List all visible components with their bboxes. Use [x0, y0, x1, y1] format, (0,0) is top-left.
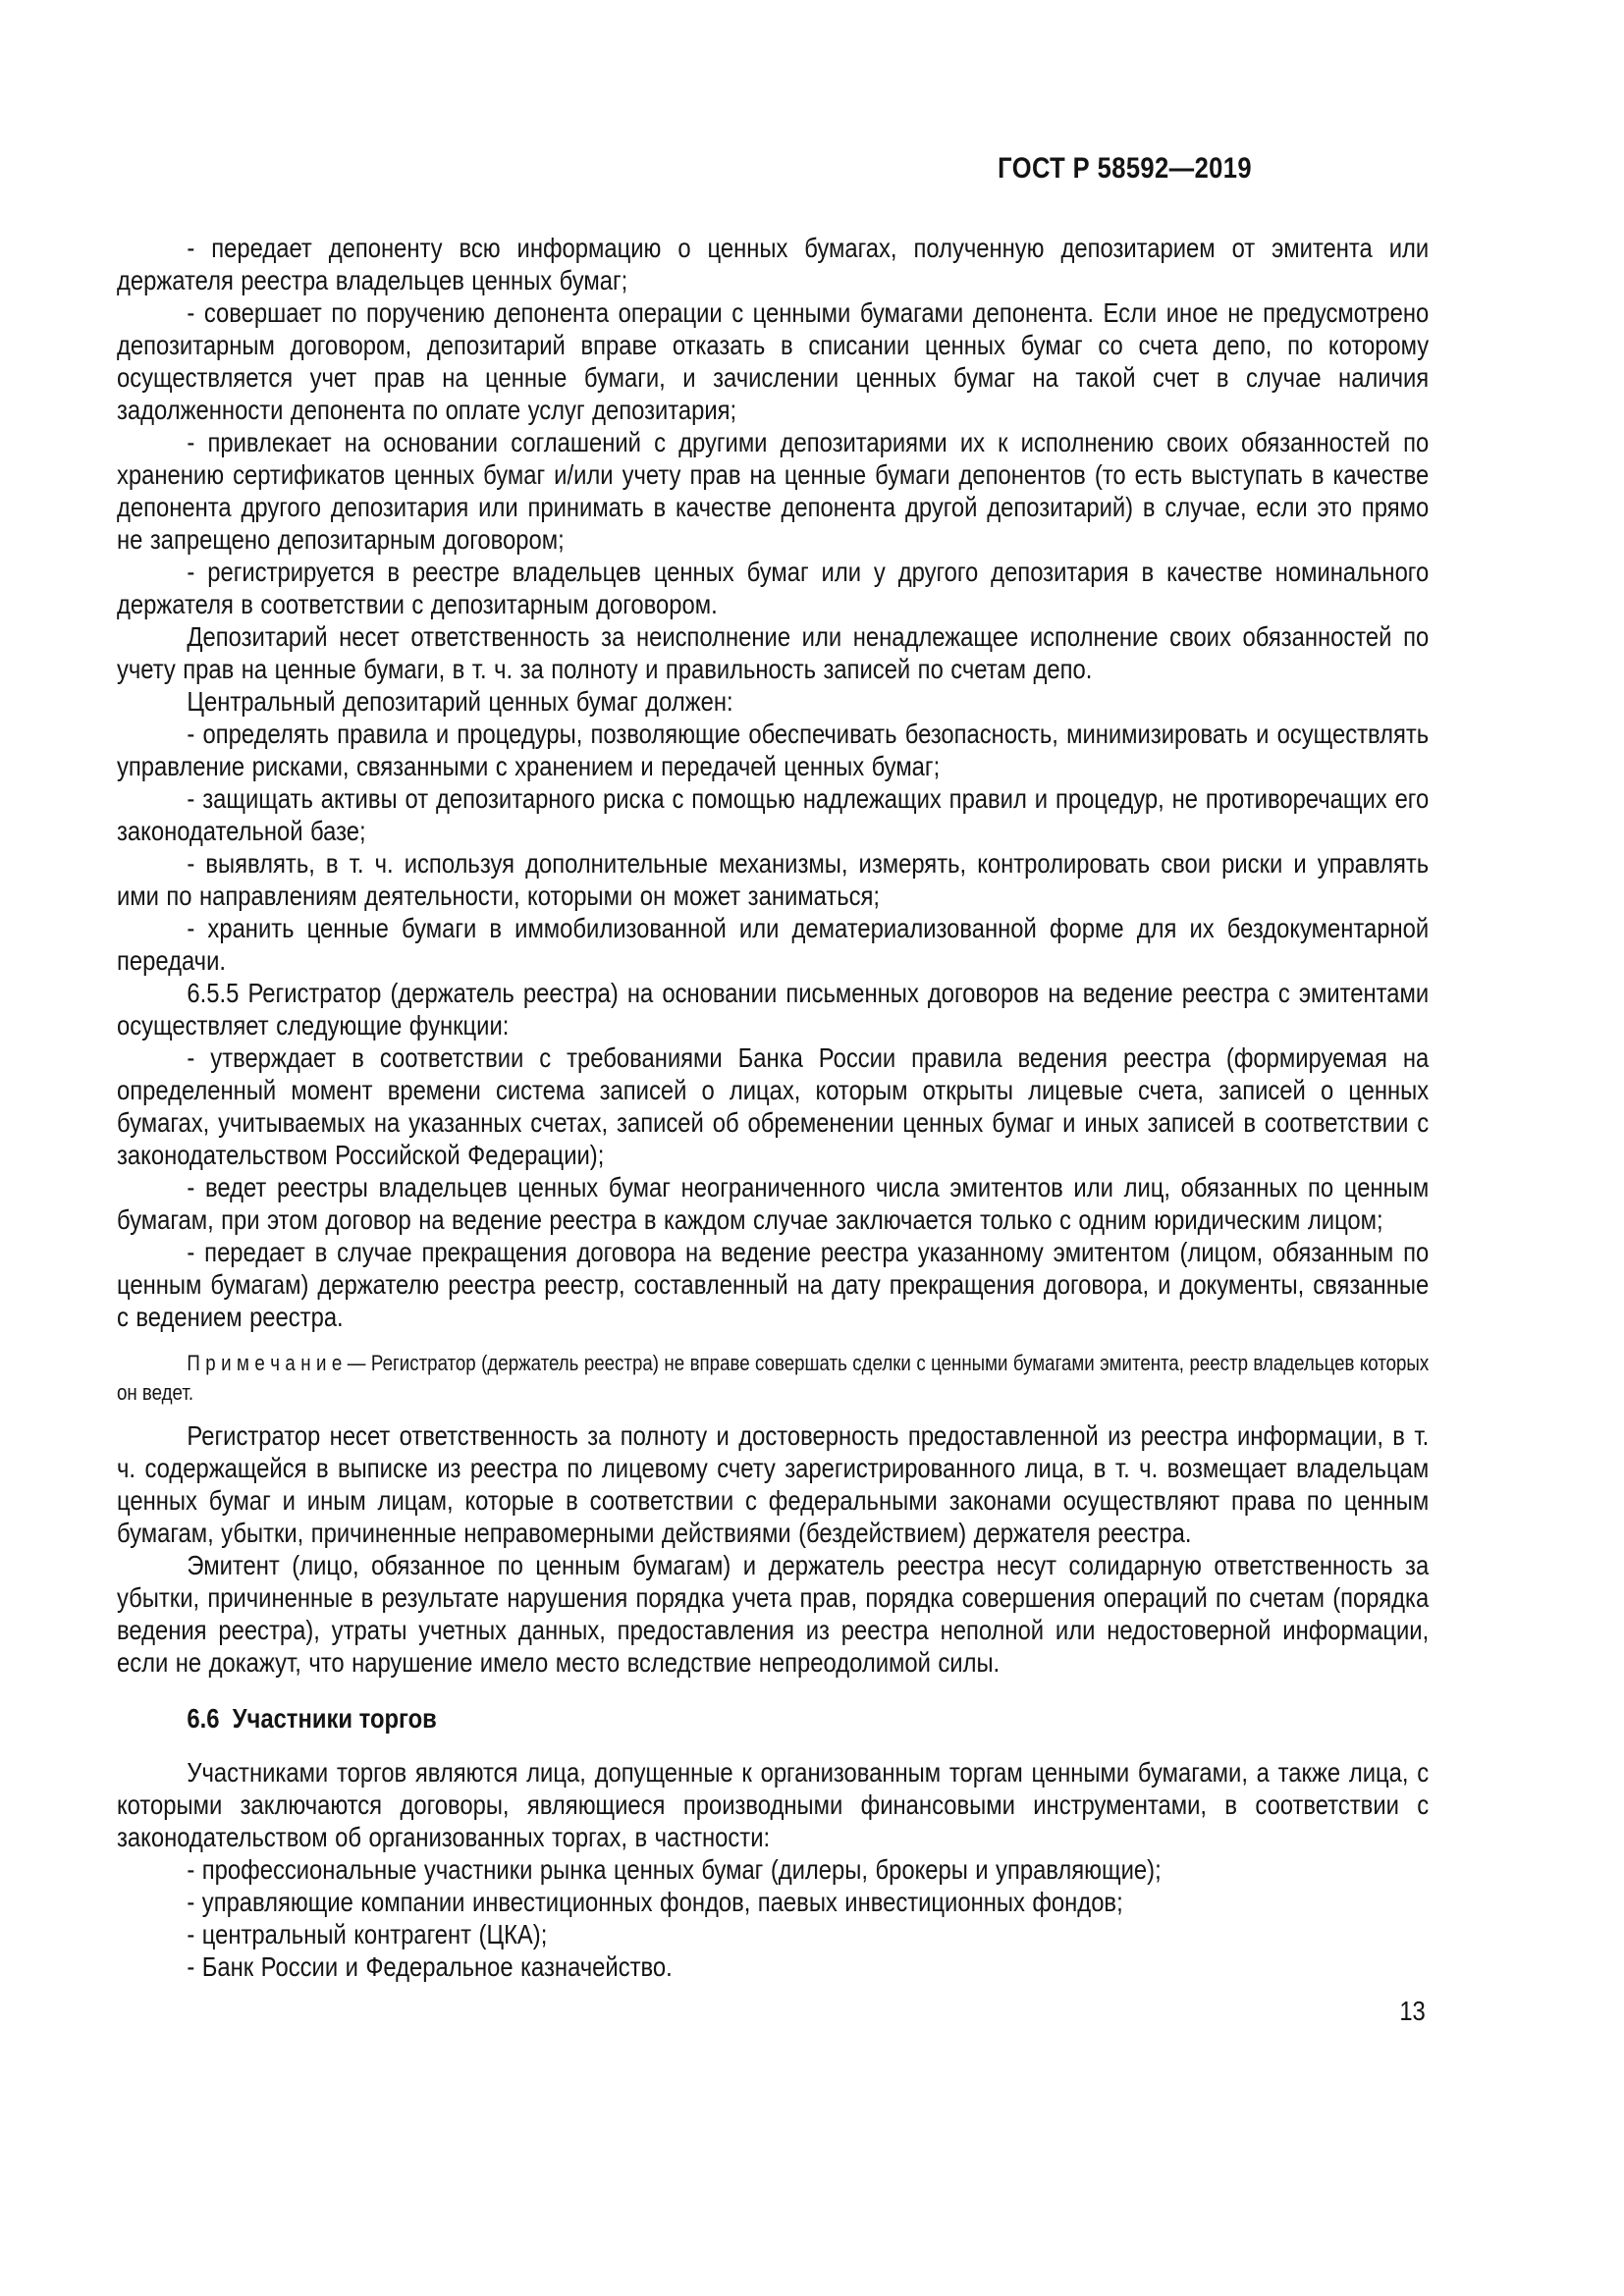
section-heading-6-6: 6.6 Участники торгов	[187, 1703, 437, 1734]
page-footer	[117, 1995, 1429, 2027]
body-paragraph: - привлекает на основании соглашений с другими депозитариями их к исполнению своих обязанностей по хранению сертификатов ценных бумаг и/или учету прав на ценные бумаги депонентов (то есть выступать в качестве депонента другого депозитария или принимать в качестве депонента другой депозитарий) в случае, если это прямо не запрещено депозитарным договором;	[117, 427, 1430, 555]
body-paragraph: - передает в случае прекращения договора на ведение реестра указанному эмитентом (лицом, обязанным по ценным бумагам) держателю реестра реестр, составленный на дату прекращения договора, и документы, связанные с ведением реестра.	[117, 1237, 1430, 1332]
clause-6-5-5-paragraph: 6.5.5 Регистратор (держатель реестра) на основании письменных договоров на ведение реестра с эмитентами осуществляет следующие функции:	[117, 978, 1430, 1041]
body-paragraph: Депозитарий несет ответственность за неисполнение или ненадлежащее исполнение своих обязанностей по учету прав на ценные бумаги, в т. ч. за полноту и правильность записей по счетам депо.	[117, 621, 1430, 684]
body-paragraph: - профессиональные участники рынка ценных бумаг (дилеры, брокеры и управляющие);	[187, 1854, 1162, 1885]
body-paragraph: Центральный депозитарий ценных бумаг должен:	[187, 686, 733, 717]
body-paragraph: Эмитент (лицо, обязанное по ценным бумагам) и держатель реестра несут солидарную ответственность за убытки, причиненные в результате нарушения порядка учета прав, порядка совершения операций по счетам (порядка ведения реестра), утраты учетных данных, предоставления из реестра неполной или недостоверной информации, если не докажут, что нарушение имело место вследствие непреодолимой силы.	[117, 1550, 1430, 1678]
body-paragraph: - совершает по поручению депонента операции с ценными бумагами депонента. Если иное не предусмотрено депозитарным договором, депозитарий вправе отказать в списании ценных бумаг со счета депо, по которому осуществляется учет прав на ценные бумаги, и зачислении ценных бумаг на такой счет в случае наличия задолженности депонента по оплате услуг депозитария;	[117, 297, 1430, 425]
standard-code-header: ГОСТ Р 58592—2019	[998, 152, 1252, 185]
body-paragraph: - регистрируется в реестре владельцев ценных бумаг или у другого депозитария в качестве номинального держателя в соответствии с депозитарным договором.	[117, 557, 1430, 619]
body-paragraph: - центральный контрагент (ЦКА);	[187, 1919, 548, 1949]
page-number: 13	[1399, 1996, 1426, 2026]
document-body	[117, 232, 1429, 1983]
body-paragraph: - утверждает в соответствии с требованиями Банка России правила ведения реестра (формируемая на определенный момент времени система записей о лицах, которым открыты лицевые счета, записей о ценных бумагах, учитываемых на указанных счетах, записей об обременении ценных бумаг и иных записей в соответствии с законодательством Российской Федерации);	[117, 1042, 1430, 1170]
body-paragraph: - передает депоненту всю информацию о ценных бумагах, полученную депозитарием от эмитента или держателя реестра владельцев ценных бумаг;	[117, 233, 1430, 295]
body-paragraph: - защищать активы от депозитарного риска с помощью надлежащих правил и процедур, не противоречащих его законодательной базе;	[117, 783, 1430, 846]
body-paragraph: - ведет реестры владельцев ценных бумаг неограниченного числа эмитентов или лиц, обязанных по ценным бумагам, при этом договор на ведение реестра в каждом случае заключается только с одним юридическим лицом;	[117, 1172, 1430, 1235]
body-paragraph: - Банк России и Федеральное казначейство.	[187, 1951, 673, 1982]
body-paragraph: - определять правила и процедуры, позволяющие обеспечивать безопасность, минимизировать и осуществлять управление рисками, связанными с хранением и передачей ценных бумаг;	[117, 719, 1430, 781]
page-content	[117, 0, 1429, 2027]
body-paragraph: - хранить ценные бумаги в иммобилизованной или дематериализованной форме для их бездокументарной передачи.	[117, 913, 1430, 976]
body-paragraph: Регистратор несет ответственность за полноту и достоверность предоставленной из реестра информации, в т. ч. содержащейся в выписке из реестра по лицевому счету зарегистрированного лица, в т. ч. возмещает владельцам ценных бумаг и иным лицам, которые в соответствии с федеральными законами осуществляют права по ценным бумагам, убытки, причиненные неправомерными действиями (бездействием) держателя реестра.	[117, 1420, 1430, 1548]
note-paragraph: П р и м е ч а н и е — Регистратор (держатель реестра) не вправе совершать сделки с ценными бумагами эмитента, реестр владельцев которых он ведет.	[117, 1351, 1430, 1405]
body-paragraph: - выявлять, в т. ч. используя дополнительные механизмы, измерять, контролировать свои риски и управлять ими по направлениям деятельности, которыми он может заниматься;	[117, 848, 1430, 911]
body-paragraph: - управляющие компании инвестиционных фондов, паевых инвестиционных фондов;	[187, 1887, 1123, 1917]
body-paragraph: Участниками торгов являются лица, допущенные к организованным торгам ценными бумагами, а также лица, с которыми заключаются договоры, являющиеся производными финансовыми инструментами, в соответствии с законодательством об организованных торгах, в частности:	[117, 1757, 1430, 1852]
